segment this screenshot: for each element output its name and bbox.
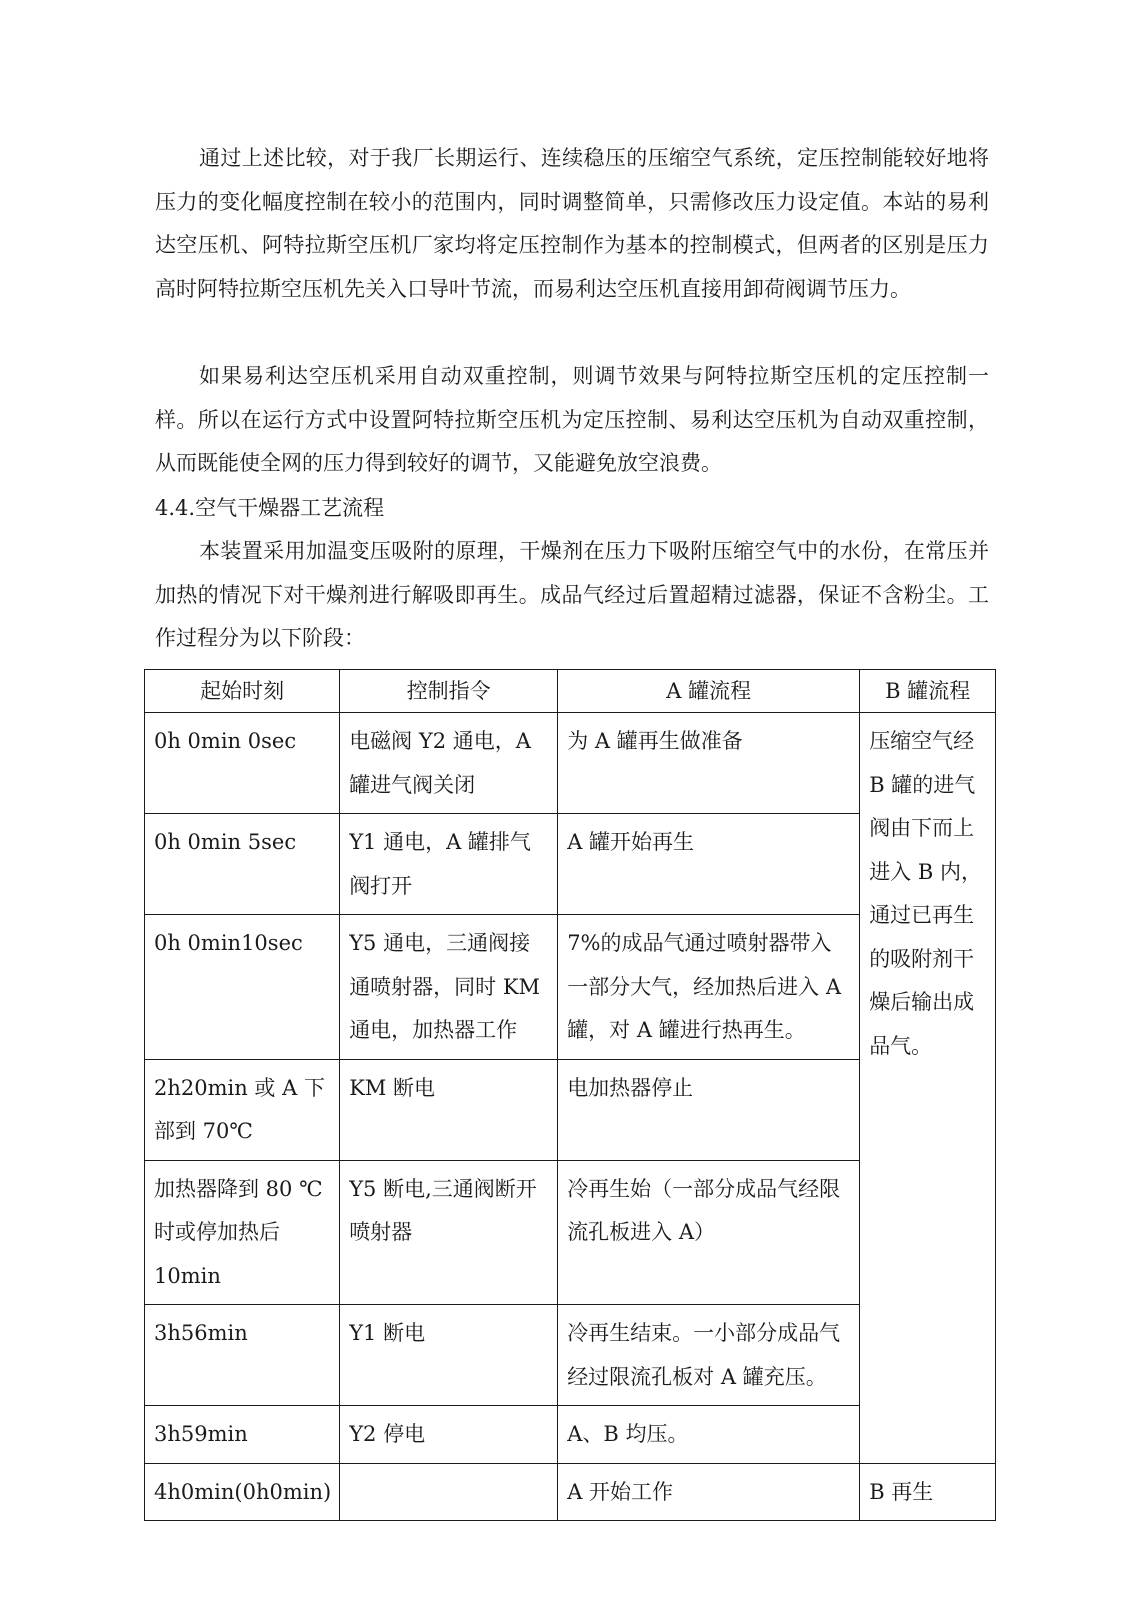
table-header-row (145, 670, 996, 713)
table-row-final (145, 1463, 996, 1521)
cell-time: 3h56min (145, 1305, 340, 1406)
table-row (145, 713, 996, 814)
cell-time: 0h 0min 0sec (145, 713, 340, 814)
header-start-time: 起始时刻 (145, 670, 340, 713)
cell-command (340, 1463, 558, 1521)
cell-tank-a: A 罐开始再生 (558, 814, 860, 915)
cell-command: Y2 停电 (340, 1406, 558, 1464)
cell-tank-a: A、B 均压。 (558, 1406, 860, 1464)
header-control-command: 控制指令 (340, 670, 558, 713)
cell-time: 4h0min(0h0min) (145, 1463, 340, 1521)
paragraph-comparison: 通过上述比较，对于我厂长期运行、连续稳压的压缩空气系统，定压控制能较好地将压力的变化幅度控制在较小的范围内，同时调整简单，只需修改压力设定值。本站的易利达空压机、阿特拉斯空压机厂家均将定压控制作为基本的控制模式，但两者的区别是压力高时阿特拉斯空压机先关入口导叶节流，而易利达空压机直接用卸荷阀调节压力。 (155, 146, 989, 301)
header-tank-a-process: A 罐流程 (558, 670, 860, 713)
cell-tank-a: 冷再生结束。一小部分成品气经过限流孔板对 A 罐充压。 (558, 1305, 860, 1406)
header-tank-b-process: B 罐流程 (860, 670, 996, 713)
cell-command: KM 断电 (340, 1059, 558, 1160)
section-heading: 4.4.空气干燥器工艺流程 (155, 496, 385, 520)
cell-command: Y5 通电，三通阀接通喷射器，同时 KM 通电，加热器工作 (340, 915, 558, 1060)
cell-command: 电磁阀 Y2 通电，A 罐进气阀关闭 (340, 713, 558, 814)
cell-time: 加热器降到 80 ℃时或停加热后 10min (145, 1160, 340, 1305)
cell-time: 2h20min 或 A 下部到 70℃ (145, 1059, 340, 1160)
paragraph-dryer-principle: 本装置采用加温变压吸附的原理，干燥剂在压力下吸附压缩空气中的水份，在常压并加热的情况下对干燥剂进行解吸即再生。成品气经过后置超精过滤器，保证不含粉尘。工作过程分为以下阶段： (155, 539, 989, 650)
cell-command: Y5 断电,三通阀断开喷射器 (340, 1160, 558, 1305)
cell-tank-a: 冷再生始（一部分成品气经限流孔板进入 A） (558, 1160, 860, 1305)
cell-tank-a: 为 A 罐再生做准备 (558, 713, 860, 814)
cell-time: 3h59min (145, 1406, 340, 1464)
cell-time: 0h 0min 5sec (145, 814, 340, 915)
cell-command: Y1 通电，A 罐排气阀打开 (340, 814, 558, 915)
cell-tank-a: 电加热器停止 (558, 1059, 860, 1160)
paragraph-dual-control: 如果易利达空压机采用自动双重控制，则调节效果与阿特拉斯空压机的定压控制一样。所以在运行方式中设置阿特拉斯空压机为定压控制、易利达空压机为自动双重控制，从而既能使全网的压力得到较好的调节，又能避免放空浪费。 (155, 364, 989, 475)
cell-tank-b-merged: 压缩空气经 B 罐的进气阀由下而上进入 B 内，通过已再生的吸附剂干燥后输出成品气。 (860, 713, 996, 1464)
cell-tank-a: A 开始工作 (558, 1463, 860, 1521)
cell-command: Y1 断电 (340, 1305, 558, 1406)
cell-time: 0h 0min10sec (145, 915, 340, 1060)
process-table (144, 669, 996, 1521)
cell-tank-b: B 再生 (860, 1463, 996, 1521)
cell-tank-a: 7%的成品气通过喷射器带入一部分大气，经加热后进入 A 罐，对 A 罐进行热再生。 (558, 915, 860, 1060)
